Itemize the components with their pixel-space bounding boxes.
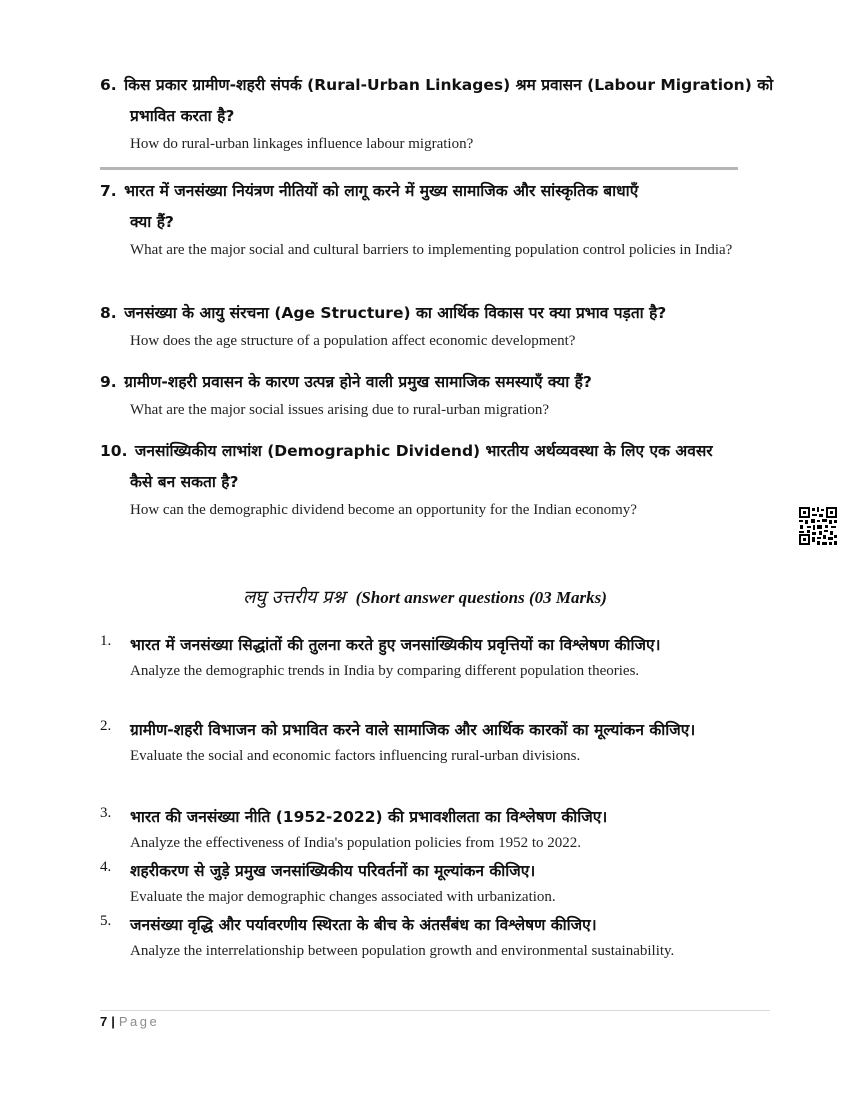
question-hindi: भारत में जनसंख्या नियंत्रण नीतियों को लागू करने में मुख्य सामाजिक और सांस्कृतिक बाधाएँ: [124, 182, 639, 200]
question-10: [100, 436, 780, 521]
question-9: [100, 367, 780, 421]
question-number: 2.: [100, 718, 112, 734]
page-footer: [100, 1014, 159, 1029]
question-hindi: भारत में जनसंख्या सिद्धांतों की तुलना करते हुए जनसांख्यिकीय प्रवृत्तियों का विश्लेषण कीजिए।: [130, 636, 661, 654]
page-number: 7: [100, 1014, 108, 1029]
question-hindi: ग्रामीण-शहरी प्रवासन के कारण उत्पन्न होने वाली प्रमुख सामाजिक समस्याएँ क्या हैं?: [124, 373, 592, 391]
question-hindi: जनसंख्या वृद्धि और पर्यावरणीय स्थिरता के बीच के अंतर्संबंध का विश्लेषण कीजिए।: [130, 916, 597, 934]
question-8: [100, 298, 780, 352]
question-hindi: शहरीकरण से जुड़े प्रमुख जनसांख्यिकीय परिवर्तनों का मूल्यांकन कीजिए।: [130, 862, 536, 880]
question-number: 5.: [100, 913, 112, 929]
short-question-2: [100, 715, 760, 767]
question-hindi: जनसांख्यिकीय लाभांश (Demographic Dividend) भारतीय अर्थव्यवस्था के लिए एक अवसर: [134, 442, 713, 460]
question-number: 4.: [100, 859, 112, 875]
question-english: How can the demographic dividend become an opportunity for the Indian economy?: [130, 502, 637, 518]
question-number: 8.: [100, 304, 117, 322]
question-english: Evaluate the major demographic changes associated with urbanization.: [130, 889, 556, 905]
short-question-3: [100, 802, 760, 854]
question-english: What are the major social and cultural barriers to implementing population control policies in India?: [130, 242, 733, 258]
section-title-english: (Short answer questions (03 Marks): [355, 588, 607, 607]
question-hindi-cont: क्या हैं?: [130, 213, 174, 231]
qr-code-icon[interactable]: [798, 506, 838, 546]
question-7: [100, 176, 780, 261]
question-hindi-cont: प्रभावित करता है?: [130, 107, 235, 125]
question-number: 10.: [100, 442, 128, 460]
question-english: Analyze the effectiveness of India's population policies from 1952 to 2022.: [130, 835, 582, 851]
question-number: 1.: [100, 633, 112, 649]
question-hindi: जनसंख्या के आयु संरचना (Age Structure) का आर्थिक विकास पर क्या प्रभाव पड़ता है?: [124, 304, 667, 322]
question-english: Evaluate the social and economic factors influencing rural-urban divisions.: [130, 748, 581, 764]
page-label: Page: [118, 1014, 160, 1029]
section-title-hindi: लघु उत्तरीय प्रश्न: [243, 587, 346, 608]
question-english: What are the major social issues arising due to rural-urban migration?: [130, 402, 550, 418]
footer-separator: |: [111, 1014, 115, 1029]
question-6: [100, 70, 780, 155]
question-english: Analyze the interrelationship between population growth and environmental sustainability.: [130, 943, 675, 959]
question-english: How does the age structure of a population affect economic development?: [130, 333, 576, 349]
question-hindi: ग्रामीण-शहरी विभाजन को प्रभावित करने वाले सामाजिक और आर्थिक कारकों का मूल्यांकन कीजिए।: [130, 721, 696, 739]
question-hindi: भारत की जनसंख्या नीति (1952-2022) की प्रभावशीलता का विश्लेषण कीजिए।: [130, 808, 608, 826]
footer-divider: [100, 1010, 770, 1011]
question-number: 3.: [100, 805, 112, 821]
question-number: 9.: [100, 373, 117, 391]
question-english: Analyze the demographic trends in India by comparing different population theories.: [130, 663, 640, 679]
question-hindi-cont: कैसे बन सकता है?: [130, 473, 239, 491]
question-number: 7.: [100, 182, 117, 200]
question-english: How do rural-urban linkages influence labour migration?: [130, 136, 474, 152]
short-question-5: [100, 910, 760, 962]
section-title: [0, 585, 850, 609]
question-hindi: किस प्रकार ग्रामीण-शहरी संपर्क (Rural-Urban Linkages) श्रम प्रवासन (Labour Migration) को: [124, 76, 774, 94]
question-number: 6.: [100, 76, 117, 94]
short-question-1: [100, 630, 760, 682]
short-question-4: [100, 856, 760, 908]
section-divider: [100, 167, 738, 170]
